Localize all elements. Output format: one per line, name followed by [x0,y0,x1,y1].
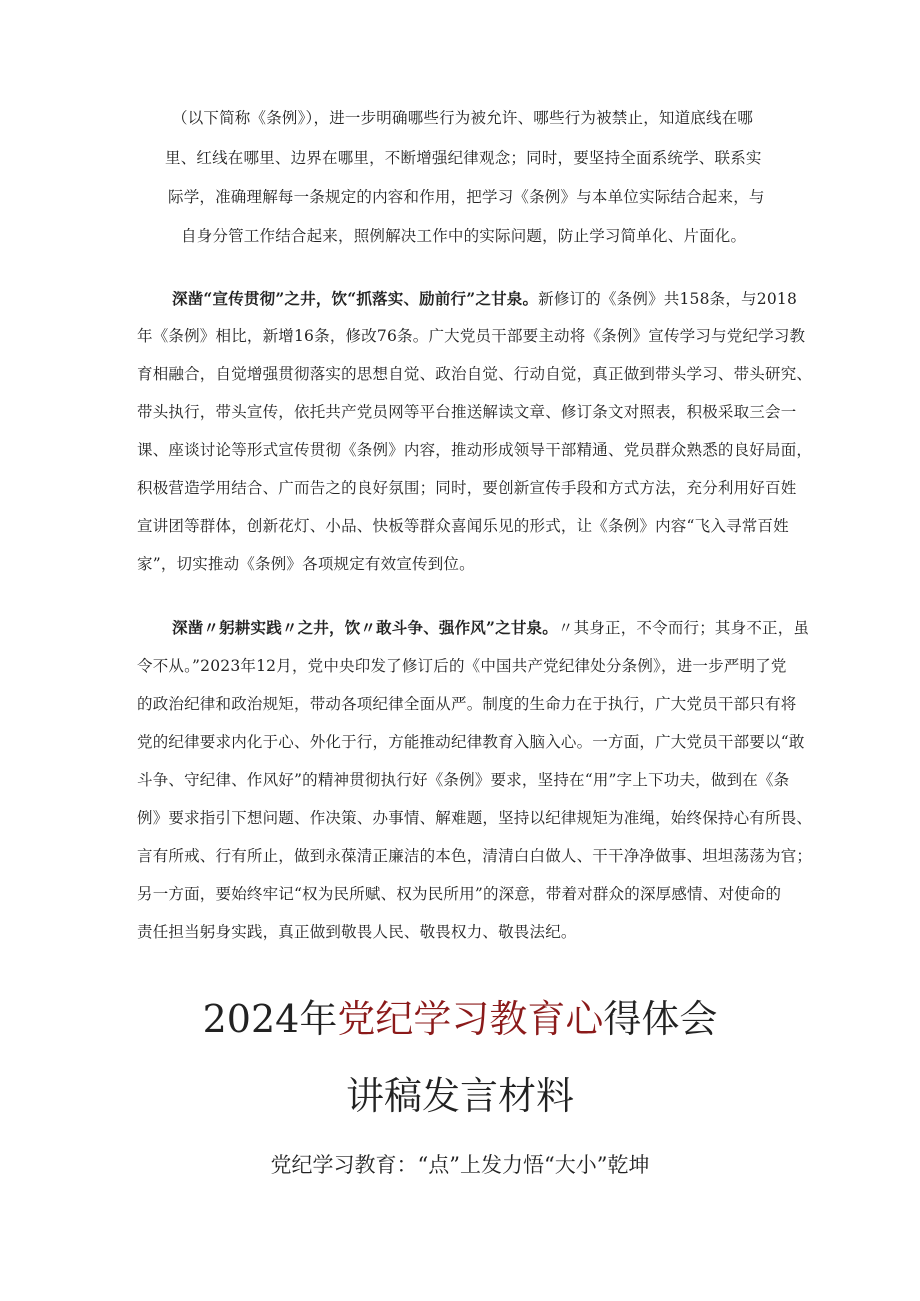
section1-line-3: 育相融合，自觉增强贯彻落实的思想自觉、政治自觉、行动自觉，真正做到带头学习、带头研究、 [137,365,813,383]
document-title-line-1 [0,995,920,1043]
section2-line-6: 例》要求指引下想问题、作决策、办事情、解难题，坚持以纪律规矩为准绳，始终保持心有所畏、 [137,809,813,827]
intro-line-2: 里、红线在哪里、边界在哪里，不断增强纪律观念；同时，要坚持全面系统学、联系实 [165,149,762,167]
title-part-3: 得体会 [603,997,718,1041]
section2-line-5: 斗争、守纪律、作风好”的精神贯彻执行好《条例》要求，坚持在“用”字上下功夫，做到在《条 [137,771,790,789]
document-subtitle: 党纪学习教育：“点”上发力悟“大小”乾坤 [270,1153,650,1177]
intro-line-4: 自身分管工作结合起来，照例解决工作中的实际问题，防止学习简单化、片面化。 [181,227,747,245]
section2-line-3: 的政治纪律和政治规矩，带动各项纪律全面从严。制度的生命力在于执行，广大党员干部只有将 [137,695,797,713]
section1-line-7: 宣讲团等群体，创新花灯、小品、快板等群众喜闻乐见的形式，让《条例》内容“飞入寻常百姓 [137,517,789,535]
section1-line-4: 带头执行，带头宣传，依托共产党员网等平台推送解读文章、修订条文对照表，积极采取三会一 [137,403,797,421]
intro-line-1: （以下简称《条例》），进一步明确哪些行为被允许、哪些行为被禁止，知道底线在哪 [172,109,754,127]
section2-line-8: 另一方面，要始终牢记“权为民所赋、权为民所用”的深意，带着对群众的深厚感情、对使命的 [137,885,782,903]
intro-line-3: 际学，准确理解每一条规定的内容和作用，把学习《条例》与本单位实际结合起来，与 [168,188,765,206]
section1-line-2: 年《条例》相比，新增16条，修改76条。广大党员干部要主动将《条例》宣传学习与党纪学习教 [137,327,806,345]
title-part-2-red: 党纪学习教育心 [337,997,604,1041]
section1-line-5: 课、座谈讨论等形式宣传贯彻《条例》内容，推动形成领导干部精通、党员群众熟悉的良好局面， [137,441,813,459]
section2-heading: 深凿〃躬耕实践〃之井，饮〃敢斗争、强作风”之甘泉。 [172,618,558,637]
section2-first-line [172,618,809,638]
section1-heading: 深凿“宣传贯彻”之井，饮“抓落实、励前行”之甘泉。 [172,289,539,308]
section1-first-line-rest: 新修订的《条例》共158条，与2018 [538,290,798,308]
section1-line-6: 积极营造学用结合、广而告之的良好氛围；同时，要创新宣传手段和方式方法，充分利用好百姓 [137,479,797,497]
document-title-line-2: 讲稿发言材料 [345,1074,574,1118]
section2-first-line-rest: 〃其身正，不令而行；其身不正，虽 [557,619,810,637]
title-part-1: 2024年 [202,997,338,1041]
section1-line-8: 家”，切实推动《条例》各项规定有效宣传到位。 [137,555,475,573]
section2-line-2: 令不从。”2023年12月，党中央印发了修订后的《中国共产党纪律处分条例》，进一步严明了党 [137,657,787,675]
section2-line-4: 党的纪律要求内化于心、外化于行，方能推动纪律教育入脑入心。一方面，广大党员干部要以“敢 [137,733,805,751]
section2-line-9: 责任担当躬身实践，真正做到敬畏人民、敬畏权力、敬畏法纪。 [137,923,577,941]
section2-line-7: 言有所戒、行有所止，做到永葆清正廉洁的本色，清清白白做人、干干净净做事、坦坦荡荡为官； [137,847,813,865]
section1-first-line [172,289,797,309]
